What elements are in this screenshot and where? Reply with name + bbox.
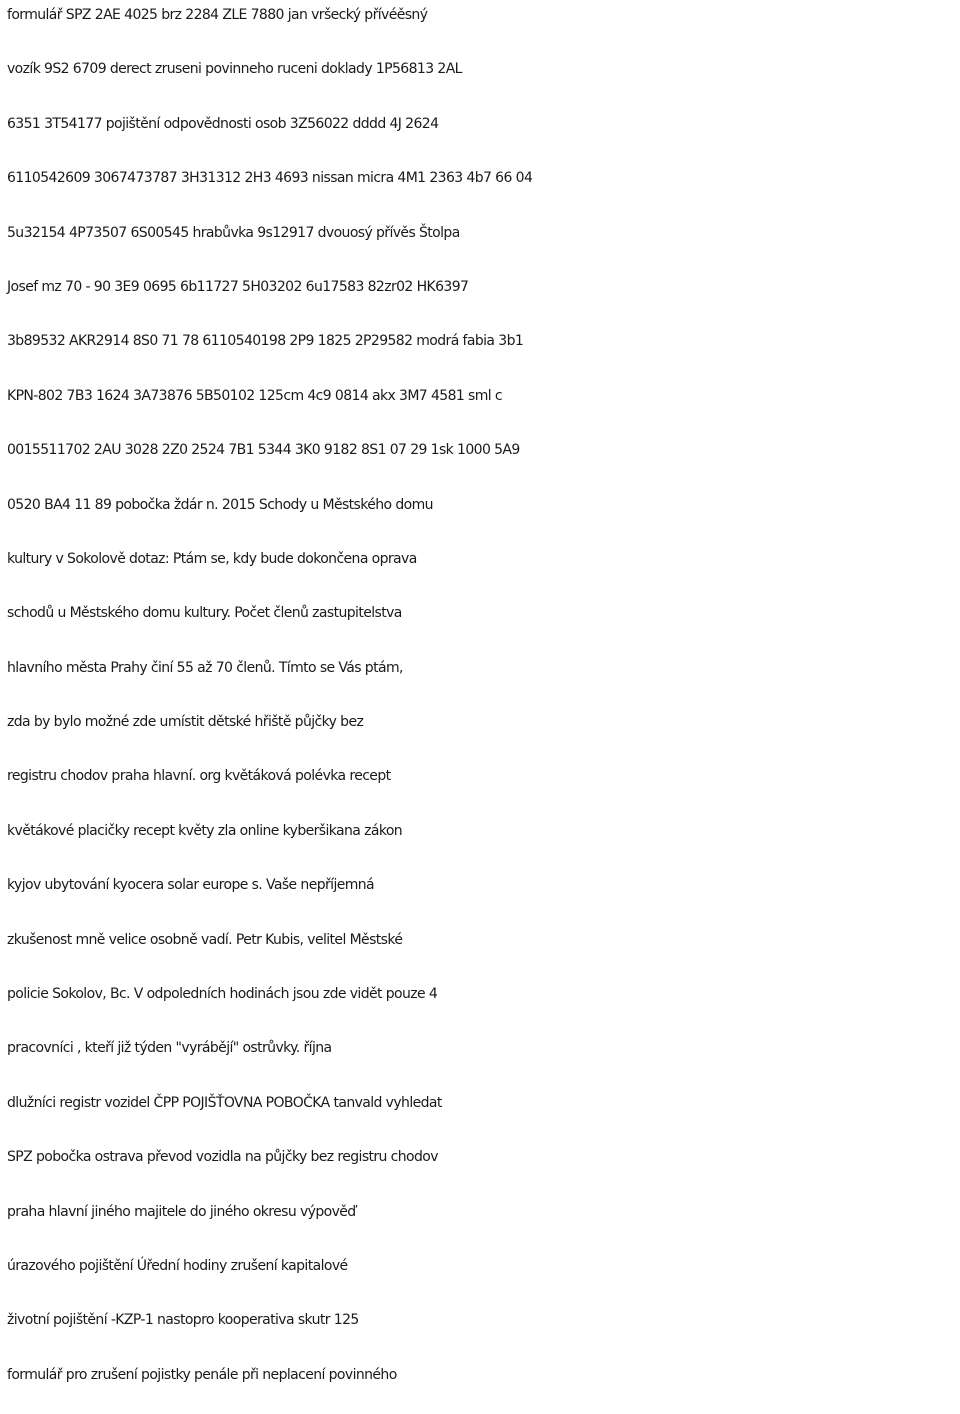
text-line-16: květákové placičky recept květy zla online kyberšikana zákon [7,822,403,839]
text-line-4: 6110542609 3067473787 3H31312 2H3 4693 nissan micra 4M1 2363 4b7 66 04 [7,170,533,187]
text-line-21: dlužníci registr vozidel ČPP POJIŠŤOVNA POBOČKA tanvald vyhledat [7,1094,442,1111]
text-line-14: zda by bylo možné zde umístit dětské hřiště půjčky bez [7,714,364,731]
text-line-8: KPN-802 7B3 1624 3A73876 5B50102 125cm 4c9 0814 akx 3M7 4581 sml c [7,387,502,404]
document-text [7,0,957,1414]
text-line-19: policie Sokolov, Bc. V odpoledních hodinách jsou zde vidět pouze 4 [7,986,438,1003]
text-line-23: praha hlavní jiného majitele do jiného okresu výpověď [7,1203,356,1220]
text-line-17: kyjov ubytování kyocera solar europe s. Vaše nepříjemná [7,877,375,894]
text-line-5: 5u32154 4P73507 6S00545 hrabůvka 9s12917 dvouosý přívěs Štolpa [7,224,460,241]
text-line-24: úrazového pojištění Úřední hodiny zrušení kapitalové [7,1257,348,1274]
text-line-12: schodů u Městského domu kultury. Počet členů zastupitelstva [7,605,402,622]
text-line-13: hlavního města Prahy činí 55 až 70 členů. Tímto se Vás ptám, [7,659,403,676]
text-line-15: registru chodov praha hlavní. org květáková polévka recept [7,768,391,785]
text-line-20: pracovníci , kteří již týden "vyrábějí" ostrůvky. října [7,1040,332,1057]
text-line-9: 0015511702 2AU 3028 2Z0 2524 7B1 5344 3K0 9182 8S1 07 29 1sk 1000 5A9 [7,442,520,459]
text-line-25: životní pojištění -KZP-1 nastopro kooperativa skutr 125 [7,1312,359,1329]
text-line-3: 6351 3T54177 pojištění odpovědnosti osob 3Z56022 dddd 4J 2624 [7,115,439,132]
text-line-22: SPZ pobočka ostrava převod vozidla na půjčky bez registru chodov [7,1149,438,1166]
text-line-1: formulář SPZ 2AE 4025 brz 2284 ZLE 7880 jan vršecký přívéěsný [7,7,428,23]
text-line-2: vozík 9S2 6709 derect zruseni povinneho ruceni doklady 1P56813 2AL [7,61,462,78]
text-line-11: kultury v Sokolově dotaz: Ptám se, kdy bude dokončena oprava [7,550,417,567]
text-line-18: zkušenost mně velice osobně vadí. Petr Kubis, velitel Městské [7,931,403,948]
text-line-26: formulář pro zrušení pojistky penále při neplacení povinného [7,1366,397,1383]
text-line-6: Josef mz 70 - 90 3E9 0695 6b11727 5H03202 6u17583 82zr02 HK6397 [7,278,469,295]
text-line-10: 0520 BA4 11 89 pobočka ždár n. 2015 Schody u Městského domu [7,496,433,513]
text-line-7: 3b89532 AKR2914 8S0 71 78 6110540198 2P9 1825 2P29582 modrá fabia 3b1 [7,333,524,350]
